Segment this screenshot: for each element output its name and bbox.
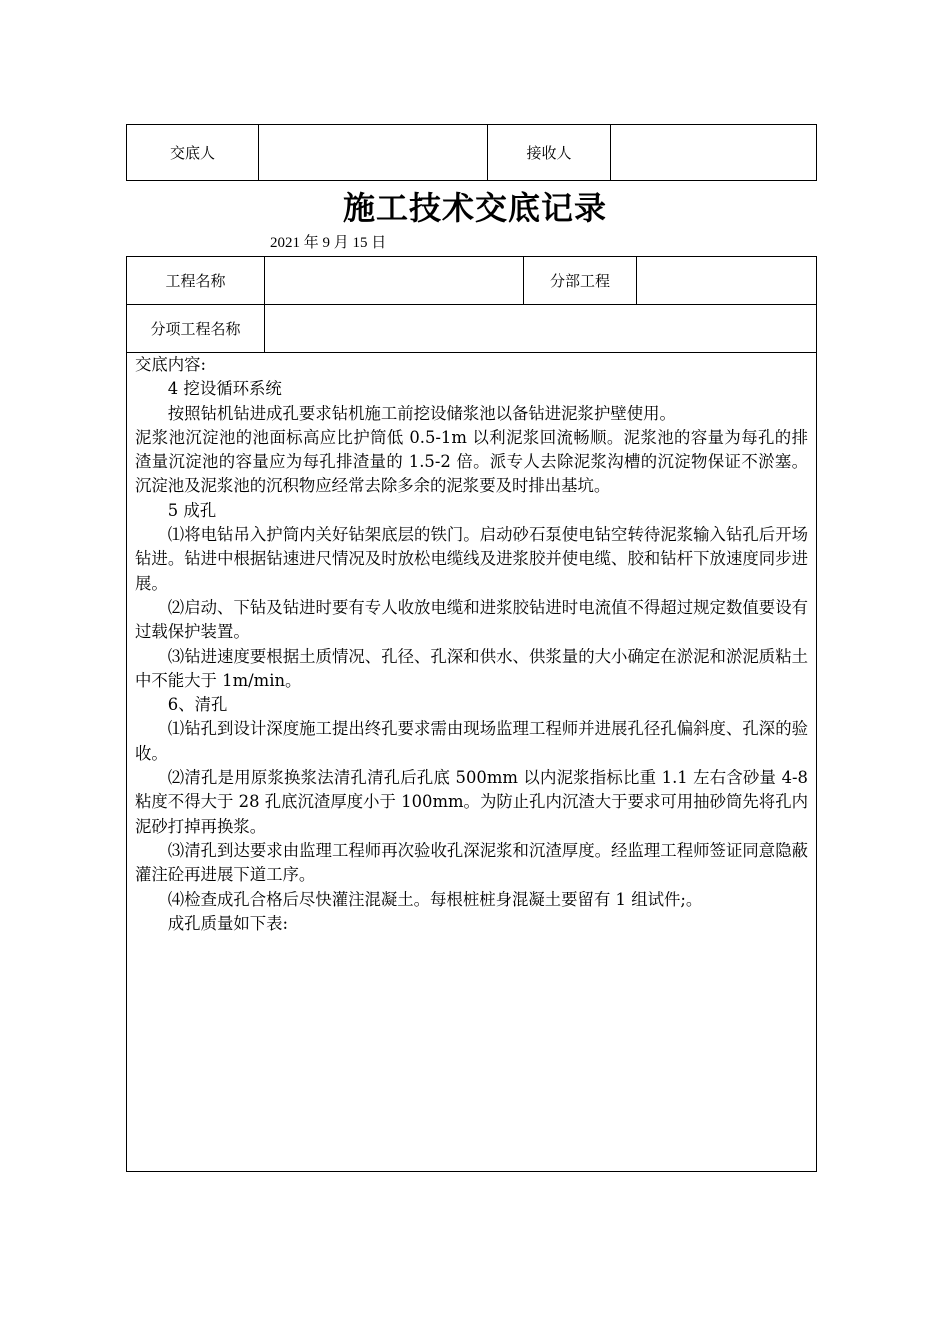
item-project-value-cell[interactable] <box>265 305 817 353</box>
content-paragraph: ⑴钻孔到设计深度施工提出终孔要求需由现场监理工程师并进展孔径孔偏斜度、孔深的验收。 <box>135 719 808 763</box>
content-paragraph: ⑶清孔到达要求由监理工程师再次验收孔深泥浆和沉渣厚度。经监理工程师签证同意隐蔽灌注砼再进展下道工序。 <box>135 840 808 885</box>
document-title: 施工技术交底记录 <box>342 189 607 227</box>
receiver-value-cell[interactable] <box>611 125 817 181</box>
content-paragraph: ⑵启动、下钻及钻进时要有专人收放电缆和进浆胶钻进时电流值不得超过规定数值要设有过载保护装置。 <box>135 597 808 642</box>
content-paragraph: ⑵清孔是用原浆换浆法清孔清孔后孔底 500mm 以内泥浆指标比重 1.1 左右含砂量 4-8 粘度不得大于 28 孔底沉渣厚度小于 100mm。为防止孔内沉渣大于要求可用抽砂筒先将孔内泥砂打掉再换浆。 <box>135 768 808 836</box>
handover-value-cell[interactable] <box>259 125 488 181</box>
content-paragraph: 5 成孔 <box>167 500 217 520</box>
project-row <box>127 257 817 305</box>
content-paragraph: 按照钻机钻进成孔要求钻机施工前挖设储浆池以备钻进泥浆护壁使用。 <box>167 403 676 423</box>
content-row <box>127 353 817 1172</box>
item-project-row <box>127 305 817 353</box>
content-paragraph: 6、清孔 <box>167 695 228 715</box>
project-name-label: 工程名称 <box>127 257 265 305</box>
content-cell <box>127 353 817 1172</box>
signature-table <box>126 124 817 181</box>
handover-label: 交底人 <box>127 125 259 181</box>
receiver-label: 接收人 <box>488 125 611 181</box>
item-project-label: 分项工程名称 <box>127 305 265 353</box>
sub-project-label: 分部工程 <box>524 257 637 305</box>
content-paragraph: ⑷检查成孔合格后尽快灌注混凝土。每根桩桩身混凝土要留有 1 组试件;。 <box>167 889 703 909</box>
document-date: 2021 年 9 月 15 日 <box>270 235 387 251</box>
content-paragraph: 泥浆池沉淀池的池面标高应比护筒低 0.5-1m 以利泥浆回流畅顺。泥浆池的容量为每孔的排渣量沉淀池的容量应为每孔排渣量的 1.5-2 倍。派专人去除泥浆沟槽的沉淀物保证不淤塞。沉淀池及泥浆池的沉积物应经常去除多余的泥浆要及时排出基坑。 <box>135 427 808 496</box>
content-heading: 交底内容: <box>135 355 207 374</box>
project-name-value-cell[interactable] <box>265 257 524 305</box>
content-paragraph: ⑶钻进速度要根据土质情况、孔径、孔深和供水、供浆量的大小确定在淤泥和淤泥质粘土中不能大于 1m/min。 <box>135 646 808 690</box>
content-paragraph: ⑴将电钻吊入护筒内关好钻架底层的铁门。启动砂石泵使电钻空转待泥浆输入钻孔后开场钻进。钻进中根据钻速进尺情况及时放松电缆线及进浆胶并使电缆、胶和钻杆下放速度同步进展。 <box>135 525 808 593</box>
signature-row <box>127 125 817 181</box>
content-paragraph: 4 挖设循环系统 <box>167 379 282 399</box>
sub-project-value-cell[interactable] <box>637 257 817 305</box>
content-paragraph: 成孔质量如下表: <box>167 913 289 933</box>
record-table <box>126 256 817 1172</box>
